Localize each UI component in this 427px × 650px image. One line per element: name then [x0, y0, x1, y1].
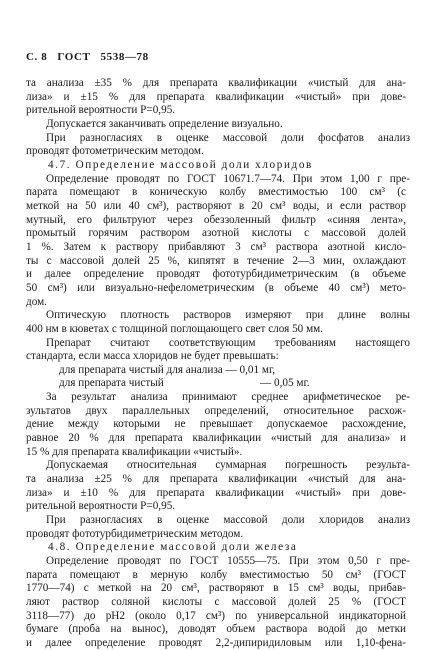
page-header: С. 8 ГОСТ 5538—78 [26, 51, 149, 63]
text-line: равное 20 % для препарата квалификации «чистый для анализа» и [26, 432, 406, 444]
text-line: Оптическую плотность растворов измеряют при длине волны [46, 309, 410, 321]
text-line: и далее определение проводят фототурбидиметрическим (в объеме [26, 268, 406, 280]
text-line: стандарта, если масса хлоридов не будет превышать: [26, 350, 279, 362]
text-line: меткой на 50 или 40 см³), растворяют в 20 см³ воды, и если раствор [26, 200, 406, 212]
section-heading-4-7: 4.7. Определение массовой доли хлоридов [48, 159, 313, 171]
text-line: дение между которыми не превышает допускаемое расхождение, [26, 418, 406, 430]
text-line: Определение проводят по ГОСТ 10671.7—74. При этом 1,00 г пре- [46, 173, 410, 185]
text-line: та анализа ±35 % для препарата квалификации «чистый для ана- [26, 77, 406, 89]
text-line: 15 % для препарата квалификации «чистый». [26, 446, 243, 458]
text-line: 50 см³) или визуально-нефелометрическим (в объеме 40 см³) мето- [26, 282, 406, 294]
text-line: рительной вероятности P=0,95. [26, 500, 176, 512]
text-line: лиза» и ±15 % для препарата квалификации «чистый» при дове- [26, 91, 406, 103]
text-line: Препарат считают соответствующим требованиям настоящего [46, 337, 410, 349]
text-line: та анализа ±25 % для препарата квалификации «чистый для ана- [26, 473, 406, 485]
text-line: ты с массовой долей 25 %, кипятят в течение 2—3 мин, охлаждают [26, 255, 406, 267]
section-heading-4-8: 4.8. Определение массовой доли железа [48, 541, 298, 553]
text-line: 400 нм в кюветах с толщиной поглощающего свет слоя 50 мм. [26, 323, 324, 335]
text-line: и далее определение проводят 2,2-дипиридиловым или 1,10-фена- [26, 637, 406, 649]
text-line: 3118—77) до pH2 (около 0,17 см³) по универсальной индикаторной [26, 610, 406, 622]
text-line: Допускаемая относительная суммарная погрешность результа- [46, 459, 410, 471]
text-line: — 0,05 мг. [260, 377, 310, 389]
text-line: для препарата чистый для анализа — 0,01 мг, [59, 364, 276, 376]
text-line: мутный, его фильтруют через обеззоленный фильтр «синяя лента», [26, 214, 406, 226]
text-line: 1 %. Затем к раствору прибавляют 3 см³ раствора азотной кисло- [26, 241, 406, 253]
text-line: парата помещают в мерную колбу вместимостью 50 см³ (ГОСТ [26, 569, 406, 581]
text-line: Определение проводят по ГОСТ 10555—75. При этом 0,50 г пре- [46, 555, 410, 567]
text-line: При разногласиях в оценке массовой доли хлоридов анализ [46, 514, 410, 526]
text-line: дом. [26, 296, 47, 308]
text-line: За результат анализа принимают среднее арифметическое ре- [46, 391, 410, 403]
text-line: парата помещают в коническую колбу вместимостью 100 см³ (с [26, 186, 406, 198]
text-line: промытый горячим раствором азотной кислоты с массовой долей [26, 227, 406, 239]
text-line: При разногласиях в оценке массовой доли фосфатов анализ [46, 132, 410, 144]
text-line: ляют раствор соляной кислоты с массовой долей 25 % (ГОСТ [26, 596, 406, 608]
text-line: проводят фототурбидиметрическим методом. [26, 528, 244, 540]
text-line: Допускается заканчивать определение визуально. [46, 118, 283, 130]
text-line: бумаге (проба на вынос), доводят объем раствора водой до метки [26, 623, 406, 635]
text-line: зультатов двух параллельных определений, относительное расхож- [26, 405, 406, 417]
text-line: лиза» и ±10 % для препарата квалификации «чистый» при дове- [26, 487, 406, 499]
text-line: 1770—74) с меткой на 20 см³, растворяют в 15 см³ воды, прибав- [26, 582, 406, 594]
text-line: проводят фотометрическим методом. [26, 145, 204, 157]
text-line: рительной вероятности P=0,95. [26, 104, 176, 116]
text-line: для препарата чистый [59, 377, 164, 389]
